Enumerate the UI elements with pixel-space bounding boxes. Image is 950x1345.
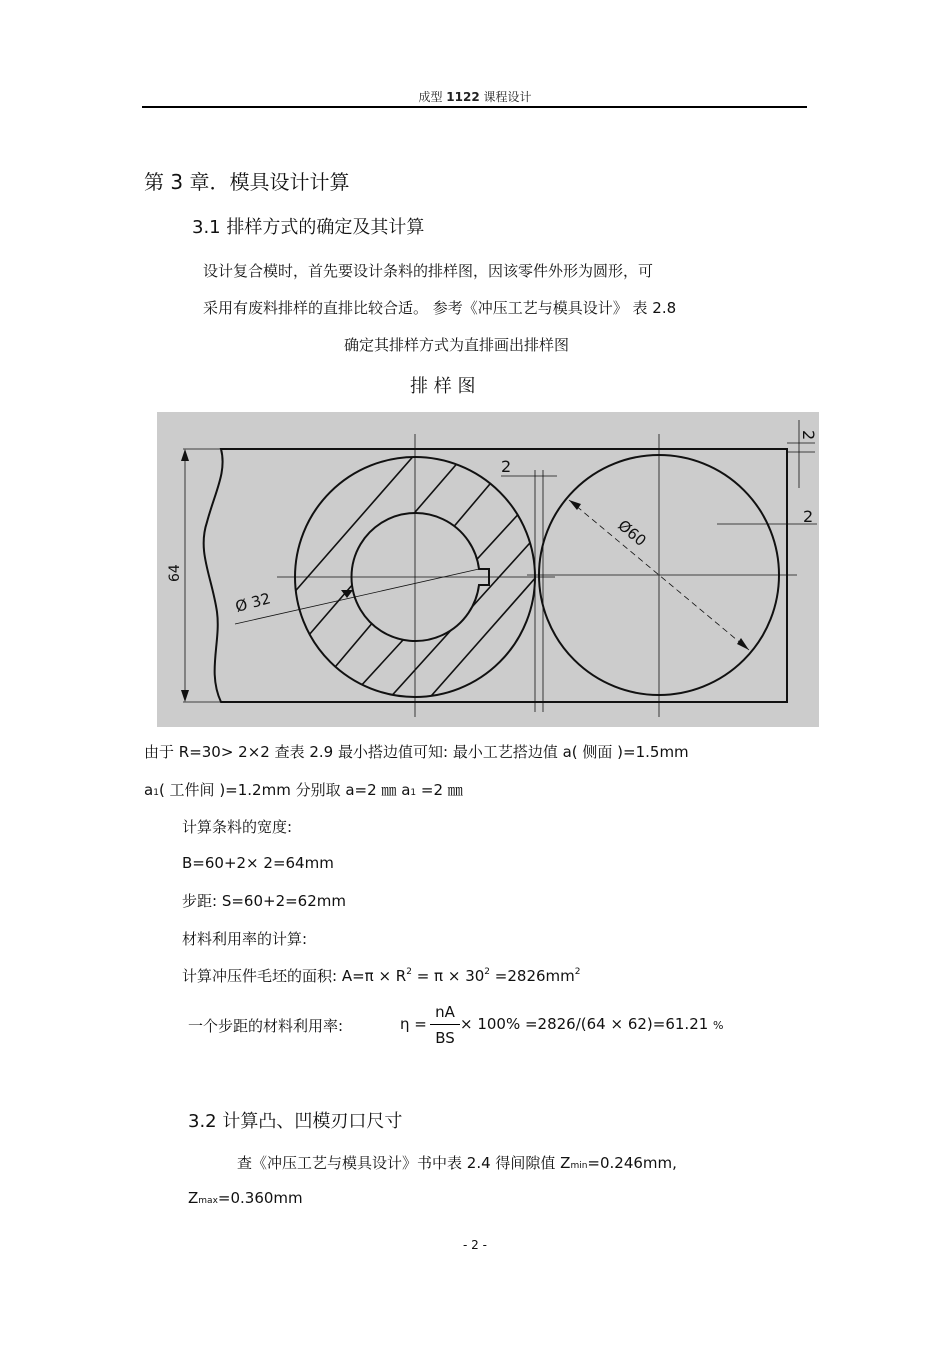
calc-line-2-sub: 1 (153, 788, 159, 798)
calc-line-4: B=60+2× 2=64mm (182, 854, 334, 872)
section-3-1-title: 3.1 排样方式的确定及其计算 (192, 217, 425, 238)
sec2-line2-sub: max (198, 1196, 218, 1206)
sec2-line1-b: =0.246mm, (587, 1154, 677, 1172)
calc-line-2-c: =2 ㎜ (416, 781, 463, 799)
calc-line-7-sup2: 2 (484, 967, 491, 977)
para-line-1: 设计复合模时，首先要设计条料的排样图，因该零件外形为圆形，可 (203, 262, 654, 280)
calc-line-1: 由于 R=30> 2×2 查表 2.9 最小搭边值可知: 最小工艺搭边值 a( 侧面 )=1.5mm (144, 743, 689, 761)
para-line-2: 采用有废料排样的直排比较合适。 参考《冲压工艺与模具设计》 表 2.8 (203, 299, 677, 317)
dim-phi60-label: Ø60 (614, 516, 650, 550)
calc-line-2-a: a (144, 781, 154, 799)
header-text-b: 课程设计 (483, 90, 532, 104)
dim-64-label: 64 (167, 564, 183, 582)
fraction-numerator: nA (435, 1003, 455, 1021)
calc-line-7-b: = π × 30 (411, 967, 485, 985)
dim-phi32-label: Ø 32 (233, 589, 273, 616)
chapter-title: 第 3 章．模具设计计算 (144, 170, 350, 194)
calc-line-7 (182, 965, 580, 986)
header-text-a: 成型 (418, 90, 443, 104)
header-rule (142, 106, 807, 108)
calc-line-7-sup1: 2 (406, 967, 412, 977)
sec2-line1-sub: min (570, 1161, 588, 1171)
figure-caption: 排 样 图 (410, 376, 476, 397)
calc-line-2-sub2: 1 (410, 788, 417, 798)
para-line-3: 确定其排样方式为直排画出排样图 (344, 336, 570, 354)
calc-line-2 (144, 779, 463, 800)
calc-line-5: 步距: S=60+2=62mm (182, 892, 346, 910)
section-3-2-line-1 (237, 1152, 677, 1173)
dim-2-right-top-label: 2 (799, 430, 818, 441)
dim-2-right-label: 2 (803, 507, 814, 526)
section-3-2-line-2 (188, 1189, 303, 1207)
calc-line-7-c: =2826mm (490, 967, 575, 985)
page-header (0, 88, 950, 105)
sec2-line2-b: =0.360mm (217, 1189, 303, 1207)
eta-symbol: η = (400, 1015, 427, 1033)
calc-line-6: 材料利用率的计算: (182, 930, 308, 948)
sec2-line1-a: 查《冲压工艺与模具设计》书中表 2.4 得间隙值 Z (237, 1154, 571, 1172)
layout-drawing (157, 412, 819, 727)
calc-line-7-sup3: 2 (574, 967, 581, 977)
dim-2-top-label: 2 (501, 457, 512, 476)
page-number: - 2 - (463, 1238, 487, 1252)
calc-line-3: 计算条料的宽度: (182, 818, 293, 836)
calc-line-8-rest: × 100% =2826/(64 × 62)=61.21 (460, 1015, 709, 1033)
calc-line-2-b: ( 工件间 )=1.2mm 分别取 a=2 ㎜ a (158, 781, 411, 799)
header-number: 1122 (446, 90, 480, 104)
sec2-line2-a: Z (188, 1189, 199, 1207)
fraction-bar (430, 1024, 460, 1025)
calc-line-8-label: 一个步距的材料利用率: (188, 1017, 344, 1035)
calc-line-7-a: 计算冲压件毛坯的面积: A=π × R (182, 967, 407, 985)
section-3-2-title: 3.2 计算凸、凹模刃口尺寸 (188, 1111, 403, 1132)
fraction-denominator: BS (435, 1029, 455, 1047)
calc-line-8-percent: % (713, 1019, 724, 1032)
